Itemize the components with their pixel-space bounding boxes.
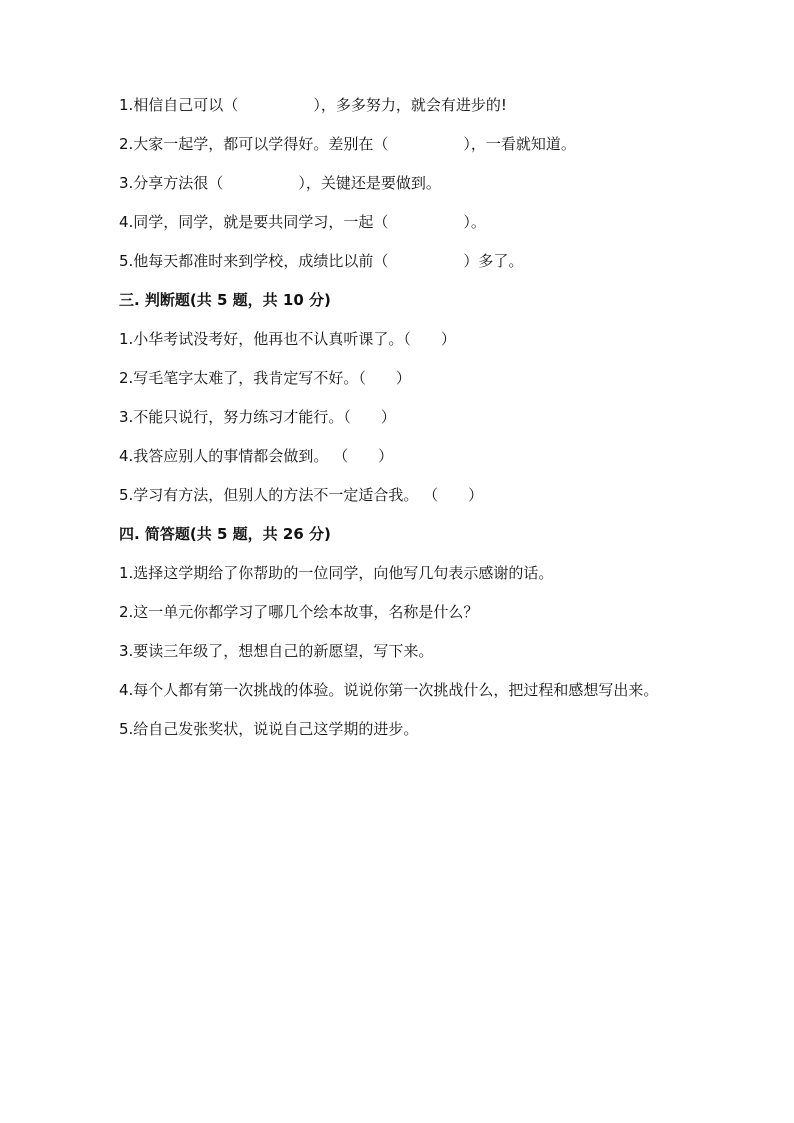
- fill-in-question-3: 3.分享方法很（ ），关键还是要做到。: [119, 174, 441, 192]
- fill-in-question-1: 1.相信自己可以（ ），多多努力，就会有进步的!: [119, 96, 507, 114]
- short-answer-question-3: 3.要读三年级了，想想自己的新愿望，写下来。: [119, 642, 434, 660]
- short-answer-section: [119, 524, 679, 739]
- fill-in-question-2: 2.大家一起学，都可以学得好。差别在（ ），一看就知道。: [119, 135, 576, 153]
- fill-in-question-5: 5.他每天都准时来到学校，成绩比以前（ ）多了。: [119, 252, 524, 270]
- short-answer-question-5: 5.给自己发张奖状，说说自己这学期的进步。: [119, 720, 419, 738]
- judgment-question-5: 5.学习有方法，但别人的方法不一定适合我。 （ ）: [119, 486, 484, 504]
- judgment-section: [119, 290, 679, 505]
- worksheet-content: [119, 95, 679, 739]
- judgment-question-2: 2.写毛笔字太难了，我肯定写不好。（ ）: [119, 369, 411, 387]
- fill-in-section: [119, 95, 679, 271]
- short-answer-question-4: 4.每个人都有第一次挑战的体验。说说你第一次挑战什么，把过程和感想写出来。: [119, 681, 659, 699]
- judgment-question-1: 1.小华考试没考好，他再也不认真听课了。（ ）: [119, 330, 456, 348]
- judgment-question-3: 3.不能只说行，努力练习才能行。（ ）: [119, 408, 396, 426]
- short-answer-question-1: 1.选择这学期给了你帮助的一位同学，向他写几句表示感谢的话。: [119, 564, 554, 582]
- fill-in-question-4: 4.同学，同学，就是要共同学习，一起（ ）。: [119, 213, 486, 231]
- short-answer-heading: 四. 简答题(共 5 题，共 26 分): [119, 525, 331, 543]
- judgment-heading: 三. 判断题(共 5 题，共 10 分): [119, 291, 331, 309]
- judgment-question-4: 4.我答应别人的事情都会做到。 （ ）: [119, 447, 394, 465]
- short-answer-question-2: 2.这一单元你都学习了哪几个绘本故事，名称是什么？: [119, 603, 479, 621]
